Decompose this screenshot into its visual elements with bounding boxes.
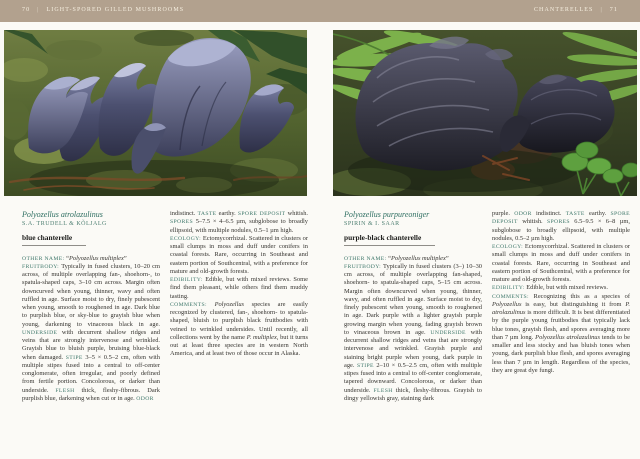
ecology-paragraph: ECOLOGY: Ectomycorrhizal. Scattered in clusters or small clumps in moss and duff under conifers in coastal forests. Rare, occurring in Southeast and eastern portion of Southcentral, with a preference for mature and old-growth forests. bbox=[492, 243, 630, 283]
photo-blue-chanterelle bbox=[4, 30, 307, 196]
running-header-right bbox=[534, 7, 618, 13]
species-heading-left bbox=[22, 210, 160, 246]
common-name: purple-black chanterelle bbox=[344, 234, 435, 246]
page-number-left: 70 bbox=[22, 7, 31, 13]
chapter-title-left: LIGHT-SPORED GILLED MUSHROOMS bbox=[46, 7, 185, 13]
right-page-column-2 bbox=[492, 210, 630, 375]
species-heading-right bbox=[344, 210, 482, 246]
common-name: blue chanterelle bbox=[22, 234, 86, 246]
edibility-paragraph: EDIBILITY: Edible, but with mixed reviews. Some find them pleasant, while others find them muddy tasting. bbox=[170, 276, 308, 300]
running-header-band bbox=[0, 0, 640, 22]
chapter-title-right: CHANTERELLES bbox=[533, 7, 594, 13]
species-name: Polyozellus atrolazulinus bbox=[22, 210, 103, 219]
comments-paragraph: COMMENTS: Polyozellus species are easily recognized by clustered, fan-, shoehorn- to spatula-shaped, bluish to purplish black fruitbodies with veined to wrinkled undersides. Until recently, all collections went by the name P. multiplex, but it turns out at least three species are in western North America, and at least two of those occur in Alaska. bbox=[170, 300, 308, 358]
left-page-column-2 bbox=[170, 210, 308, 359]
comments-paragraph: COMMENTS: Recognizing this as a species of Polyozellus is easy, but distinguishing it from P. atrolazulinus is more difficult. It is best differentiated by the purple young fruitbodies that typically lack blue tones, grayish flesh, and spores averaging more than 7 µm long. Polyozellus atrolazulinus tends to be smaller and less stocky and has bluish tones when young, dark purplish blue flesh, and spores averaging less than 7 µm in length. Regardless of the species, they are great dye fungi. bbox=[492, 292, 630, 374]
other-name-paragraph: OTHER NAME: “Polyozellus multiplex” bbox=[344, 254, 449, 262]
fruitbody-paragraph: FRUITBODY: Typically in fused clusters (3–) 10–30 cm across, of multiple overlapping fan-shaped, shoehorn- to spatula-shaped caps, 5–15 cm across. Margin often downcurved when young, thinner, wavy, and often ruffled in age. Surface moist to dry, finely pubescent when young, smooth to roughened in age. Dark purple with a lighter grayish purple growing margin when young, fading grayish brown to vinaceous brown in age. UNDERSIDE with decurrent shallow ridges and veins that are strongly intervenose and wrinkled. Grayish purple and staining bright purple when young, dark purple in age. STIPE 2–10 × 0.5–2.5 cm, often with multiple stipes fused into a central to off-center conglomerate, tapered downward. Concolorous, or darker than underside. FLESH thick, fleshy-fibrous. Grayish to dingy yellowish gray, staining dark bbox=[344, 262, 483, 402]
ecology-paragraph: ECOLOGY: Ectomycorrhizal. Scattered in clusters or small clumps in moss and duff under conifers in coastal forests. Rare, occurring in Southeast and eastern portion of Southcentral, with a preference for mature and old-growth forests. bbox=[170, 234, 308, 275]
spores-paragraph: indistinct. TASTE earthy. SPORE DEPOSIT whitish. SPORES 5–7.5 × 4–6.5 µm, subglobose to broadly ellipsoid, with multiple nodules, 0.5–1 µm high. bbox=[170, 210, 308, 234]
spores-paragraph: purple. ODOR indistinct. TASTE earthy. SPORE DEPOSIT whitish. SPORES 6.5–9.5 × 6–8 µm, subglobose to broadly ellipsoid, with multiple nodules, 0.5–2 µm high. bbox=[492, 210, 630, 242]
page-number-right: 71 bbox=[609, 7, 618, 13]
left-page-column-1 bbox=[22, 210, 160, 403]
right-page-column-1 bbox=[344, 210, 482, 403]
photo-purple-black-chanterelle-illustration bbox=[333, 30, 637, 196]
fruitbody-paragraph: FRUITBODY: Typically in fused clusters, 10–20 cm across, of multiple overlapping fan-, shoehorn-, to spatula-shaped caps, 3–10 cm across. Margin often downcurved when young, thinner, wavy and often ruffled in age. Surface moist to dry, finely pubescent when young, smooth to roughened in age. Dark blue to purplish blue, or sky-blue to grayish blue when young, darkening to vinaceous black in age. UNDERSIDE with decurrent shallow ridges and veins that are strongly intervenose and wrinkled. Grayish blue to bluish purple, bruising blue-black when damaged. STIPE 3–5 × 0.5–2 cm, often with multiple stipes fused into a central to off-center conglomerate, often irregular, and poorly defined from fertile portion. Concolorous, or darker than underside. FLESH thick, fleshy-fibrous. Dark purplish blue, darkening when cut or in age. ODOR bbox=[22, 262, 160, 402]
species-authority: SPIRIN & I. SAAR bbox=[344, 220, 400, 227]
edibility-paragraph: EDIBILITY: Edible, but with mixed reviews. bbox=[492, 284, 608, 292]
photo-blue-chanterelle-illustration bbox=[4, 30, 307, 196]
species-name: Polyozellus purpureoniger bbox=[344, 210, 430, 219]
species-authority: S.A. TRUDELL & KÕLJALG bbox=[22, 220, 107, 227]
header-divider: | bbox=[37, 7, 40, 13]
header-divider: | bbox=[600, 7, 603, 13]
photo-purple-black-chanterelle bbox=[333, 30, 637, 196]
other-name-paragraph: OTHER NAME: “Polyozellus multiplex” bbox=[22, 254, 127, 262]
running-header-left bbox=[22, 7, 184, 13]
